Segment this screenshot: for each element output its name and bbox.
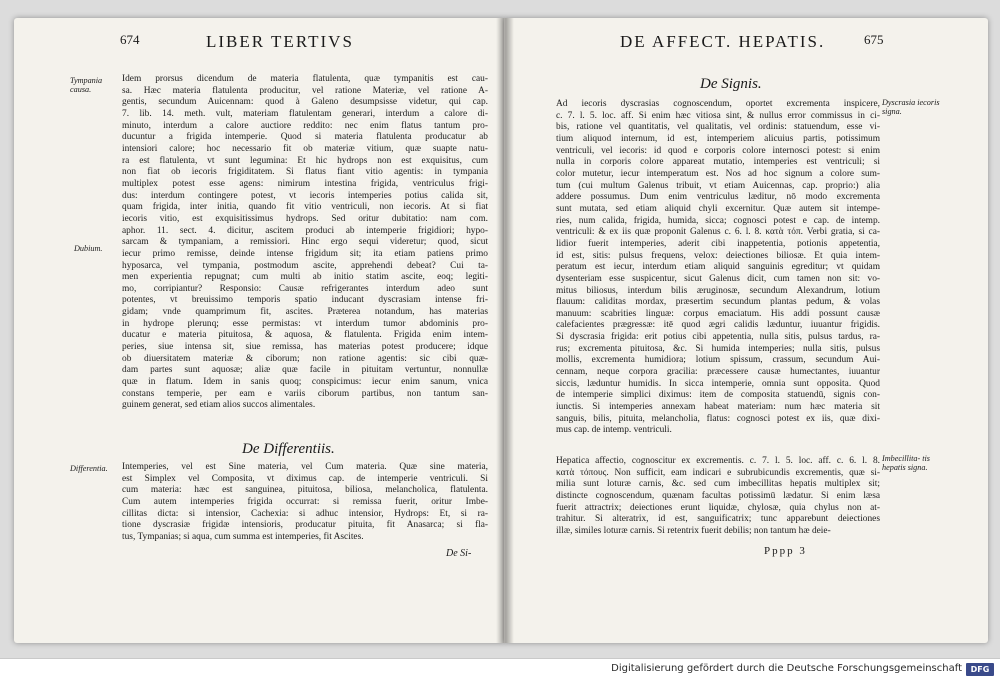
funding-credit: Digitalisierung gefördert durch die Deutsche Forschungsgemeinschaft — [611, 663, 962, 674]
text-line: color mutetur, iecur intemperatum est. Nos ad hoc signum a colore sum- — [556, 168, 880, 179]
text-line: fuerit attractrix; deiectiones erunt liquidæ, chylosæ, quia chylus non at- — [556, 502, 880, 513]
text-line: non fiat ob iecoris frigiditatem. Si flatus fiant vitio agentis: in tympania — [122, 167, 488, 178]
text-line: id est, sitis: pulsus frequens, velox: deiectiones biliosæ. Et quia intem- — [556, 250, 880, 261]
text-line: 7. lib. 14. meth. vult, materiam flatulentam generari, interdum a calore di- — [122, 108, 488, 119]
text-line: multiplex potest esse agens: nimirum intestina frigida, ventriculus frigi- — [122, 178, 488, 189]
text-line: dysenteriam esse suspicentur, sicut Galenus dicit, cum tamen non sit: vo- — [556, 273, 880, 284]
text-line: ducuntur a frigida intemperie. Quod si materia flatulenta producatur ab — [122, 132, 488, 143]
text-line: guinem generat, sed etiam alios succos alimentales. — [122, 400, 316, 411]
text-line: ventriculi: & ex iis quæ proponit Galenus c. 6. l. 8. κατὰ τόπ. Verbi gratia, si ca- — [556, 227, 880, 238]
text-line: ries, num calida, frigida, humida, sicca; cognosci potest e cap. de intemp. — [556, 215, 880, 226]
text-line: calefacientes prægressæ: itē quod ægri calidis læduntur, iuuantur frigidis. — [556, 320, 880, 331]
text-line: peratum est iecur, interdum etiam aliquid sanguinis egreditur; vt quidam — [556, 262, 880, 273]
text-line: bis, ratione vel quantitatis, vel qualitatis, vel ordinis: statuendum, esse vi- — [556, 122, 880, 133]
text-line: siccis, læduntur humidis. In sicca intemperie, omnia sunt opposita. Quod — [556, 378, 880, 389]
text-line: quæ in flatum. Idem in sanis quoq; conspicimus: iecur enim sanum, vnica — [122, 377, 488, 388]
text-line: sunt mutata, sed etiam aliquid chyli excernitur. Quæ autem sit intempe- — [556, 203, 880, 214]
footer-bar — [0, 658, 1000, 680]
text-line: dam partes sunt aquosæ; aliæ quæ facile in pituitam vertuntur, nonnullæ — [122, 365, 488, 376]
text-line: trahitur. Si alteratrix, id est, sanguificatrix; tunc apparebunt deiectiones — [556, 514, 880, 525]
text-line: c. 7. l. 5. loc. aff. Si enim hæc vitiosa sint, & nullus error commissus in ci- — [556, 110, 880, 121]
text-line: tium aliquod internum, id est, intemperiem alicuius partis, potissimum — [556, 133, 880, 144]
text-line: cum materia: hæc est sanguinea, pituitosa, biliosa, melancholica, flatulenta. — [122, 485, 488, 496]
margin-note-differentia: Differentia. — [70, 464, 108, 473]
text-line: cennam, neque corpora gracilia: præcessere causæ humectantes, iuuantur — [556, 367, 880, 378]
text-line: mus cap. de intemp. ventriculi. — [556, 425, 672, 436]
text-line: aphor. 11. sect. 4. dicitur, ascitem produci ab intemperie frigidiori; hypo- — [122, 225, 488, 236]
left-paragraph-1 — [122, 74, 488, 412]
text-line: flauum: caliditas mordax, præsertim secundum plantas pedum, & volas — [556, 297, 880, 308]
right-paragraph-2 — [556, 456, 880, 538]
text-line: de intemperie simplici diximus: item de composita statuendū, signis con- — [556, 390, 880, 401]
margin-note-dyscrasia: Dyscrasia iecoris signa. — [882, 98, 940, 116]
text-line: peries, siue intensa sit, siue remissa, has materias potest producere; idque — [122, 342, 488, 353]
text-line: men experientia repugnat; cum multi ab initio statim ascite, eoq; legiti- — [122, 272, 488, 283]
text-line: dus: interdum contingere potest, vt iecoris intemperies potius calida sit, — [122, 190, 488, 201]
text-line: κατὰ τόπους. Non sufficit, eam indicari e subrubicundis excrementis, quæ si- — [556, 467, 880, 478]
text-line: minuto, interdum a calore auctiore reddito: nec enim flatus tantum pro- — [122, 120, 488, 131]
page-signature: Pppp 3 — [764, 545, 807, 557]
text-line: Si dyscrasia frigida: erit potius cibi appetentia, nulla sitis, pulsus tardus, ra- — [556, 332, 880, 343]
text-line: Intemperies, vel est Sine materia, vel Cum materia. Quæ sine materia, — [122, 462, 488, 472]
right-running-title: DE AFFECT. HEPATIS. — [620, 32, 826, 51]
text-line: tione dyscrasiæ frigidæ intensioris, producatur pituita, fit Anasarca; si fla- — [122, 520, 488, 531]
text-line: intensiori calore; hoc necessario fit ob materiæ vitium, quæ suapte natu- — [122, 143, 488, 154]
text-line: sanguis, bilis, pituita, melancholia, flatus: cognosci potest ex iis, quæ dixi- — [556, 413, 880, 424]
text-line: addere possumus. Dum enim ventriculus læditur, nō modo excrementa — [556, 192, 880, 203]
text-line: milia sunt loturæ carnis, &c. sed cum imbecillitas hepatis multiplex sit; — [556, 479, 880, 490]
text-line: in hydrope plerunq; esse permistas: vt interdum tumor abdominis pro- — [122, 318, 488, 329]
right-paragraph-1 — [556, 99, 880, 437]
right-section-title: De Signis. — [700, 76, 762, 92]
text-line: mo, corripiantur? Responsio: Causæ refrigerantes interdum adeo sunt — [122, 283, 488, 294]
margin-note-dubium: Dubium. — [74, 244, 103, 253]
text-line: Hepatica affectio, cognoscitur ex excrementis. c. 7. l. 5. loc. aff. c. 6. l. 8. — [556, 456, 880, 466]
text-line: nulla in corporis colore appareat mutatio, intemperies est ventriculi; si — [556, 157, 880, 168]
text-line: tus, Tympanias; si aqua, cum summa est intemperies, fit Ascites. — [122, 531, 364, 542]
text-line: sarcam & tympaniam, a remissiori. Hinc ergo sequi videretur; quod, sicut — [122, 237, 488, 248]
text-line: illæ, similes loturæ carnis. Si retentrix fuerit debilis; non tantum hæ deie- — [556, 525, 831, 536]
text-line: gentis, secundum Auicennam: quod à Galeno desumpsisse videtur, qui cap. — [122, 97, 488, 108]
text-line: constans temperie, per eam e variis ciborum partibus, non tantum san- — [122, 388, 488, 399]
text-line: quam frigida, inter initia, quando fit vitio ventriculi, non iecoris. At si fiat — [122, 202, 488, 213]
left-paragraph-2 — [122, 462, 488, 544]
text-line: ob diuersitatem materiæ & ciborum; non ratione agentis: sic cibi quæ- — [122, 353, 488, 364]
text-line: est Simplex vel Composita, vt diximus cap. de intemperie ventriculi. Si — [122, 473, 488, 484]
margin-note-imbecillitas: Imbecillita- tis hepatis signa. — [882, 454, 930, 472]
text-line: Cum autem intemperies frigida occurrat: si remissa fuerit, oritur Imbe- — [122, 496, 488, 507]
text-line: hyposarca, vel tympania, postmodum ascite, apprehendi debeat? Cui ta- — [122, 260, 488, 271]
text-line: ventriculi, vel iecoris: id quod e corporis colore internosci potest: si enim — [556, 145, 880, 156]
left-catchword: De Si- — [446, 548, 472, 559]
dfg-logo: DFG — [966, 663, 994, 676]
text-line: iecoris vitio, est exquisitissimus hydrops. Sed oritur dubitatio: nam com. — [122, 213, 488, 224]
text-line: lidior fuerit intemperies, aderit cibi inappetentia, potionis appetentia, — [556, 238, 880, 249]
right-page-number: 675 — [864, 32, 884, 47]
text-line: distincte cognoscendum, quænam facultas potissimū lædatur. Si enim læsa — [556, 490, 880, 501]
text-line: rus; excrementa pituitosa, &c. Si humida intemperies; nulla sitis, pulsus — [556, 343, 880, 354]
text-line: ra est flatulenta, vt sunt legumina: Et hic hydrops non est exquisitus, cum — [122, 155, 488, 166]
left-running-title: LIBER TERTIVS — [206, 32, 354, 51]
text-line: ducatur e materia pituitosa, & aquosa, & flatulenta. Frigida enim intem- — [122, 330, 488, 341]
margin-note-tympania: Tympania causa. — [70, 76, 103, 94]
text-line: iecur primo remisse, deinde intense frigidum sit; ita etiam patiens primo — [122, 248, 488, 259]
text-line: iunctis. Si intemperies annexam habeat materiam: num hæc materia sit — [556, 402, 880, 413]
text-line: sa. Hæc materia flatulenta producitur, vel ratione Materiæ, vel ratione A- — [122, 85, 488, 96]
left-section-title: De Differentiis. — [242, 441, 335, 457]
text-line: cillitas dicta: si intensior, Cachexia: si adhuc intensior, Hydrops: Et, si ra- — [122, 508, 488, 519]
text-line: Idem prorsus dicendum de materia flatulenta, quæ tympanitis est cau- — [122, 74, 488, 84]
text-line: mollis, excrementa humidiora; lotium spissum, crassum, secundum Aui- — [556, 355, 880, 366]
left-page-number: 674 — [120, 32, 140, 47]
text-line: potentes, vt breuissimo temporis spatio inducant dyscrasiam intense fri- — [122, 295, 488, 306]
text-line: Ad iecoris dyscrasias cognoscendum, oportet excrementa inspicere, — [556, 99, 880, 109]
text-line: tum (cui multum Galenus tribuit, vt etiam Auicennas, cap. proprio:) alia — [556, 180, 880, 191]
text-line: manuum: scabrities linguæ: corpus emaciatum. His addi possunt causæ — [556, 308, 880, 319]
text-line: mitus biliosus, interdum bilis æruginosæ, secundum Alexandrum, lotium — [556, 285, 880, 296]
text-line: gidam; vnde quamprimum fit, ascites. Præterea notandum, has materias — [122, 307, 488, 318]
